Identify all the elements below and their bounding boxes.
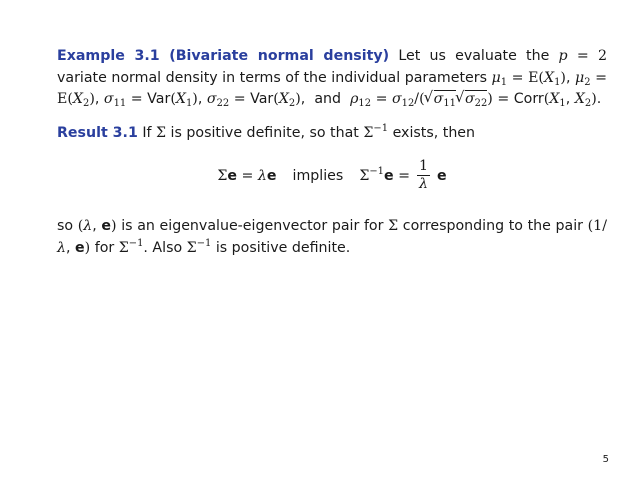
slide-content bbox=[57, 46, 607, 271]
example-paragraph: Example 3.1 (Bivariate normal density) Let us evaluate the p = 2 variate normal density in terms of the individual parameters $\mu_1 = E(X_1)$, $\mu_2 = E(X_2)$, $\sigma_{11} = Var(X_1)$, $\sigma_{22} = Var(X_2)$, and $\rho_{12} = \sigma_{12}/(√$ $\sigma_{11}√$ $\sigma_{22}$) = $Corr(X_1$, $X_2$). bbox=[57, 46, 607, 111]
result-heading: Result 3.1 bbox=[57, 124, 138, 141]
result-conclusion: so (λ, e) is an eigenvalue-eigenvector pair for Σ corresponding to the pair (1/λ, e) for $\Sigma^{-1}$. Also $\Sigma^{-1}$ is positive definite. bbox=[57, 218, 607, 256]
result-paragraph: Result 3.1 If Σ is positive definite, so that $\Sigma^{-1}$ exists, then bbox=[57, 122, 476, 141]
eigen-equation: Σe = λe implies $\Sigma^{-1}e$ = $\frac{1}{\lambda}$ e bbox=[217, 158, 447, 192]
example-heading: Example 3.1 (Bivariate normal density) bbox=[57, 48, 390, 64]
page-number: 5 bbox=[602, 454, 609, 465]
